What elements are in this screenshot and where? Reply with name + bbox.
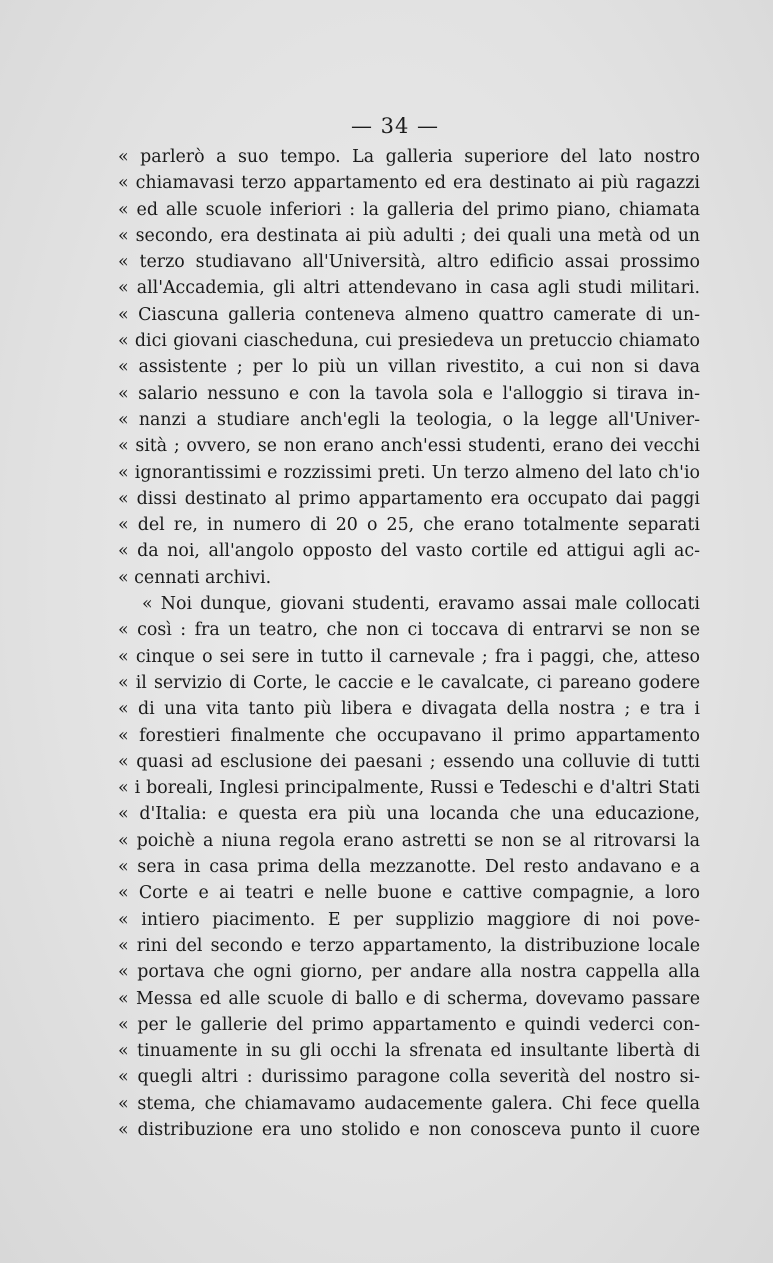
text-line: « salario nessuno e con la tavola sola e l'alloggio si tirava in-: [118, 383, 700, 404]
text-line: « nanzi a studiare anch'egli la teologia, o la legge all'Univer-: [118, 409, 700, 430]
text-line: « cennati archivi.: [118, 567, 272, 588]
text-line: « all'Accademia, gli altri attendevano in casa agli studi militari.: [118, 278, 700, 299]
text-line: « da noi, all'angolo opposto del vasto cortile ed attigui agli ac-: [118, 541, 700, 562]
text-line: « i boreali, Inglesi principalmente, Russi e Tedeschi e d'altri Stati: [118, 778, 700, 799]
body-text: [118, 144, 700, 1143]
text-line: « dici giovani ciascheduna, cui presiedeva un pretuccio chiamato: [118, 331, 700, 352]
text-line: « Ciascuna galleria conteneva almeno quattro camerate di un-: [118, 304, 700, 325]
text-line: « Corte e ai teatri e nelle buone e cattive compagnie, a loro: [118, 883, 700, 904]
text-line: « ed alle scuole inferiori : la galleria del primo piano, chiamata: [118, 199, 700, 220]
text-line: « ignorantissimi e rozzissimi preti. Un terzo almeno del lato ch'io: [118, 462, 700, 483]
text-line: « intiero piacimento. E per supplizio maggiore di noi pove-: [118, 909, 700, 930]
text-line: « stema, che chiamavamo audacemente galera. Chi fece quella: [118, 1093, 700, 1114]
text-line: « cinque o sei sere in tutto il carnevale ; fra i paggi, che, atteso: [118, 646, 700, 667]
text-line: « forestieri finalmente che occupavano il primo appartamento: [118, 725, 700, 746]
text-line: « per le gallerie del primo appartamento e quindi vederci con-: [118, 1014, 700, 1035]
text-line: « chiamavasi terzo appartamento ed era destinato ai più ragazzi: [118, 173, 700, 194]
text-line: « dissi destinato al primo appartamento era occupato dai paggi: [118, 488, 700, 509]
text-line: « così : fra un teatro, che non ci toccava di entrarvi se non se: [118, 620, 700, 641]
text-line: « terzo studiavano all'Università, altro edificio assai prossimo: [118, 252, 700, 273]
text-line: « Noi dunque, giovani studenti, eravamo assai male collocati: [142, 594, 700, 615]
text-line: « parlerò a suo tempo. La galleria superiore del lato nostro: [118, 147, 700, 167]
text-line: « poichè a niuna regola erano astretti se non se al ritrovarsi la: [118, 830, 700, 851]
text-line: « distribuzione era uno stolido e non conosceva punto il cuore: [118, 1119, 700, 1140]
text-line: « rini del secondo e terzo appartamento, la distribuzione locale: [118, 935, 700, 956]
text-line: « tinuamente in su gli occhi la sfrenata ed insultante libertà di: [118, 1041, 700, 1062]
text-line: « sità ; ovvero, se non erano anch'essi studenti, erano dei vecchi: [118, 436, 700, 457]
text-line: « quasi ad esclusione dei paesani ; essendo una colluvie di tutti: [118, 751, 700, 772]
page-number: — 34 —: [350, 114, 440, 138]
text-line: « assistente ; per lo più un villan rivestito, a cui non si dava: [118, 357, 700, 378]
text-line: « portava che ogni giorno, per andare alla nostra cappella alla: [118, 962, 700, 983]
text-line: « Messa ed alle scuole di ballo e di scherma, dovevamo passare: [118, 988, 700, 1009]
text-line: « secondo, era destinata ai più adulti ; dei quali una metà od un: [118, 225, 700, 246]
text-line: « il servizio di Corte, le caccie e le cavalcate, ci pareano godere: [118, 672, 700, 693]
text-line: « d'Italia: e questa era più una locanda che una educazione,: [118, 804, 700, 825]
text-line: « quegli altri : durissimo paragone colla severità del nostro si-: [118, 1067, 700, 1088]
text-line: « sera in casa prima della mezzanotte. Del resto andavano e a: [118, 857, 700, 878]
text-line: « del re, in numero di 20 o 25, che erano totalmente separati: [118, 515, 700, 536]
text-line: « di una vita tanto più libera e divagata della nostra ; e tra i: [118, 699, 700, 720]
